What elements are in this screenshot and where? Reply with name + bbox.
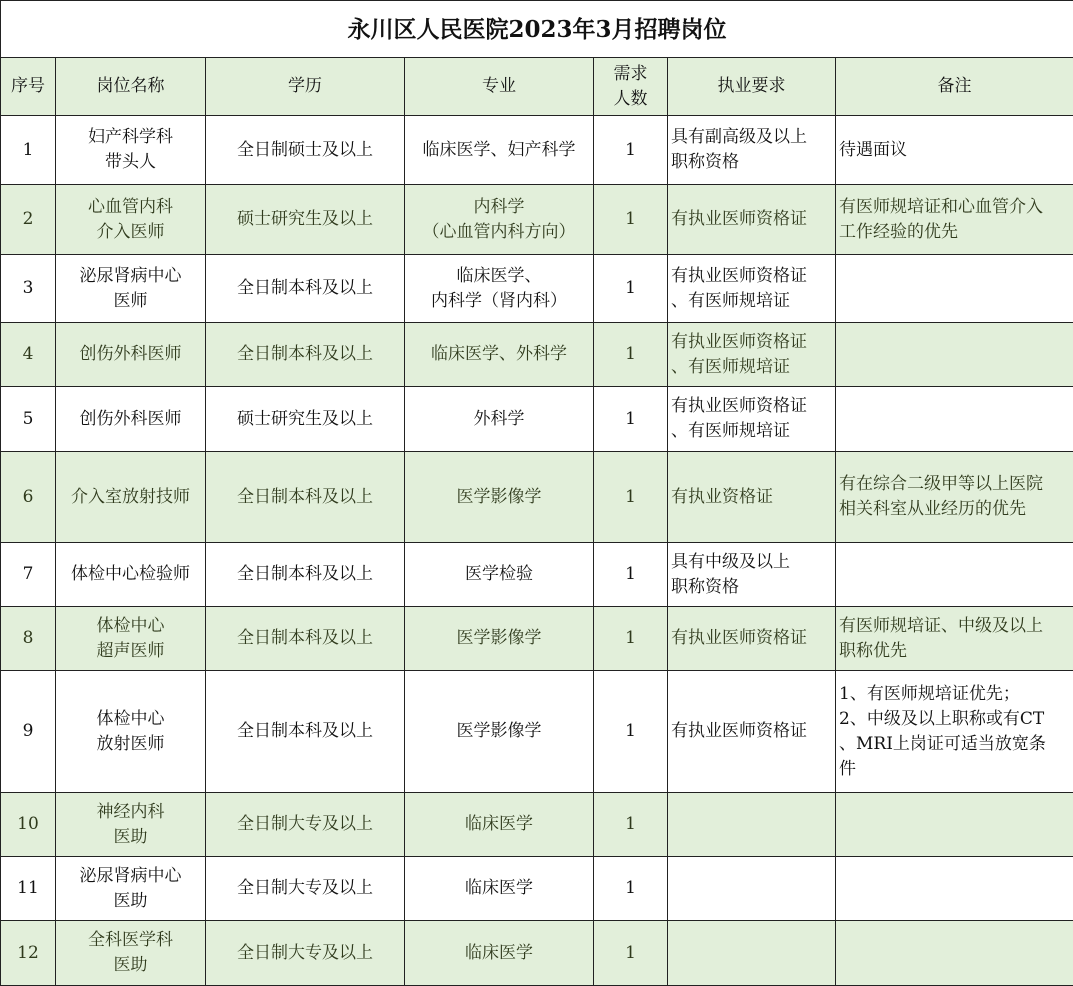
- cell-edu: 全日制本科及以上: [206, 255, 405, 323]
- cell-req: [668, 921, 836, 986]
- cell-no: 5: [1, 387, 56, 452]
- cell-req: 具有中级及以上 职称资格: [668, 543, 836, 607]
- cell-req: 有执业医师资格证 、有医师规培证: [668, 255, 836, 323]
- cell-note: 有医师规培证和心血管介入 工作经验的优先: [836, 185, 1073, 255]
- cell-no: 2: [1, 185, 56, 255]
- cell-no: 11: [1, 857, 56, 921]
- table-row: [1, 921, 1073, 986]
- cell-note: [836, 387, 1073, 452]
- cell-note: [836, 543, 1073, 607]
- column-header: 需求 人数: [594, 58, 668, 116]
- cell-major: 医学影像学: [405, 671, 594, 793]
- cell-major: 临床医学、妇产科学: [405, 116, 594, 185]
- cell-req: 有执业医师资格证 、有医师规培证: [668, 323, 836, 387]
- cell-post: 妇产科学科 带头人: [56, 116, 206, 185]
- cell-edu: 全日制大专及以上: [206, 793, 405, 857]
- cell-major: 医学检验: [405, 543, 594, 607]
- cell-post: 体检中心 超声医师: [56, 607, 206, 671]
- cell-post: 心血管内科 介入医师: [56, 185, 206, 255]
- cell-major: 外科学: [405, 387, 594, 452]
- cell-major: 医学影像学: [405, 452, 594, 543]
- cell-major: 临床医学、外科学: [405, 323, 594, 387]
- cell-no: 10: [1, 793, 56, 857]
- cell-count: 1: [594, 185, 668, 255]
- cell-edu: 全日制大专及以上: [206, 921, 405, 986]
- table-row: [1, 793, 1073, 857]
- cell-note: 有在综合二级甲等以上医院 相关科室从业经历的优先: [836, 452, 1073, 543]
- cell-edu: 全日制硕士及以上: [206, 116, 405, 185]
- cell-req: 具有副高级及以上 职称资格: [668, 116, 836, 185]
- cell-note: [836, 255, 1073, 323]
- cell-no: 6: [1, 452, 56, 543]
- cell-count: 1: [594, 323, 668, 387]
- table-row: [1, 323, 1073, 387]
- cell-edu: 全日制大专及以上: [206, 857, 405, 921]
- cell-count: 1: [594, 793, 668, 857]
- cell-edu: 全日制本科及以上: [206, 607, 405, 671]
- cell-req: [668, 793, 836, 857]
- cell-no: 3: [1, 255, 56, 323]
- cell-count: 1: [594, 607, 668, 671]
- table-row: [1, 387, 1073, 452]
- cell-no: 7: [1, 543, 56, 607]
- table-row: [1, 255, 1073, 323]
- cell-note: [836, 793, 1073, 857]
- cell-edu: 全日制本科及以上: [206, 671, 405, 793]
- cell-edu: 全日制本科及以上: [206, 323, 405, 387]
- cell-count: 1: [594, 387, 668, 452]
- cell-post: 创伤外科医师: [56, 323, 206, 387]
- cell-count: 1: [594, 116, 668, 185]
- cell-major: 临床医学: [405, 793, 594, 857]
- cell-major: 临床医学、 内科学（肾内科）: [405, 255, 594, 323]
- cell-req: [668, 857, 836, 921]
- cell-post: 泌尿肾病中心 医助: [56, 857, 206, 921]
- cell-note: 1、有医师规培证优先； 2、中级及以上职称或有CT 、MRI上岗证可适当放宽条 件: [836, 671, 1073, 793]
- cell-major: 临床医学: [405, 921, 594, 986]
- column-header: 执业要求: [668, 58, 836, 116]
- column-header: 序号: [1, 58, 56, 116]
- cell-no: 9: [1, 671, 56, 793]
- cell-post: 介入室放射技师: [56, 452, 206, 543]
- cell-post: 创伤外科医师: [56, 387, 206, 452]
- cell-edu: 全日制本科及以上: [206, 543, 405, 607]
- cell-edu: 硕士研究生及以上: [206, 185, 405, 255]
- cell-count: 1: [594, 921, 668, 986]
- table-row: [1, 671, 1073, 793]
- cell-no: 12: [1, 921, 56, 986]
- table-row: [1, 607, 1073, 671]
- cell-req: 有执业医师资格证: [668, 671, 836, 793]
- cell-no: 8: [1, 607, 56, 671]
- cell-note: [836, 323, 1073, 387]
- table-row: [1, 452, 1073, 543]
- cell-note: [836, 857, 1073, 921]
- cell-count: 1: [594, 671, 668, 793]
- cell-post: 全科医学科 医助: [56, 921, 206, 986]
- cell-req: 有执业资格证: [668, 452, 836, 543]
- cell-edu: 硕士研究生及以上: [206, 387, 405, 452]
- cell-major: 临床医学: [405, 857, 594, 921]
- cell-post: 体检中心检验师: [56, 543, 206, 607]
- cell-post: 体检中心 放射医师: [56, 671, 206, 793]
- cell-major: 医学影像学: [405, 607, 594, 671]
- table-row: [1, 185, 1073, 255]
- table-row: [1, 116, 1073, 185]
- cell-no: 1: [1, 116, 56, 185]
- table-title: 永川区人民医院2023年3月招聘岗位: [1, 1, 1073, 58]
- cell-note: 有医师规培证、中级及以上 职称优先: [836, 607, 1073, 671]
- column-header: 岗位名称: [56, 58, 206, 116]
- cell-post: 神经内科 医助: [56, 793, 206, 857]
- column-header: 专业: [405, 58, 594, 116]
- cell-req: 有执业医师资格证 、有医师规培证: [668, 387, 836, 452]
- cell-edu: 全日制本科及以上: [206, 452, 405, 543]
- cell-count: 1: [594, 857, 668, 921]
- cell-count: 1: [594, 452, 668, 543]
- cell-note: 待遇面议: [836, 116, 1073, 185]
- column-header: 备注: [836, 58, 1073, 116]
- table-row: [1, 857, 1073, 921]
- cell-note: [836, 921, 1073, 986]
- column-header: 学历: [206, 58, 405, 116]
- table-row: [1, 543, 1073, 607]
- cell-req: 有执业医师资格证: [668, 607, 836, 671]
- cell-count: 1: [594, 255, 668, 323]
- cell-major: 内科学 （心血管内科方向）: [405, 185, 594, 255]
- cell-post: 泌尿肾病中心 医师: [56, 255, 206, 323]
- cell-no: 4: [1, 323, 56, 387]
- cell-count: 1: [594, 543, 668, 607]
- cell-req: 有执业医师资格证: [668, 185, 836, 255]
